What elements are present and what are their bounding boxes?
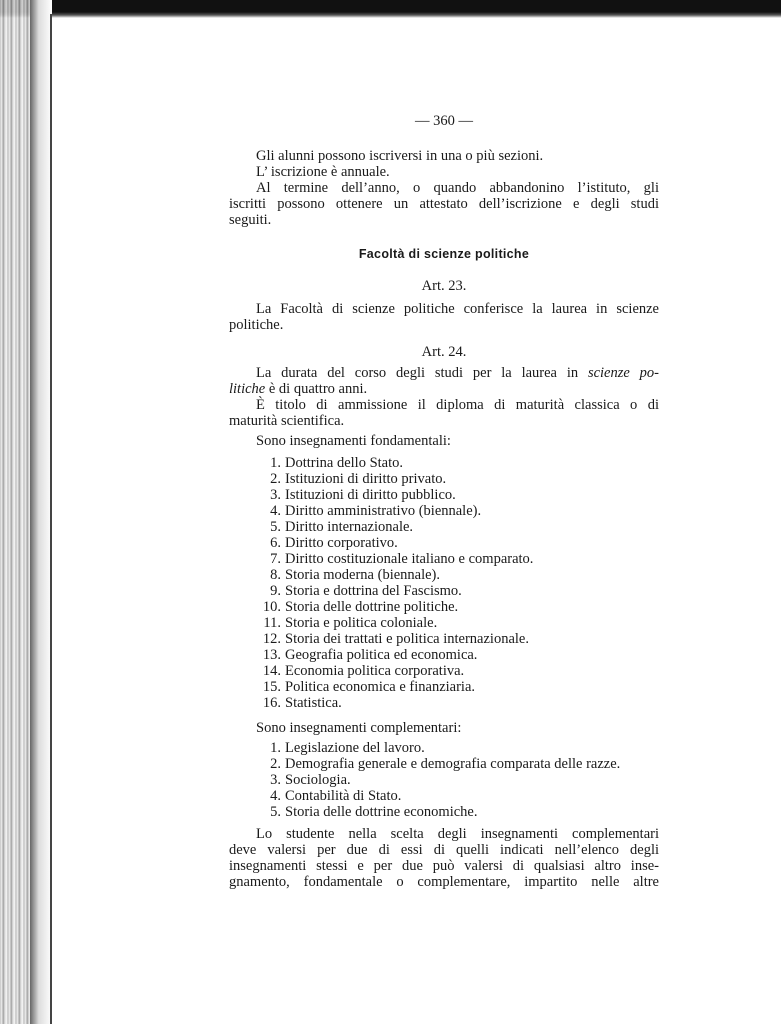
list-item-text: Politica economica e finanziaria. <box>285 679 476 695</box>
list-item <box>229 631 659 647</box>
text: è di quattro anni. <box>265 381 368 397</box>
italic-text: scienze po- <box>587 365 659 381</box>
list-number: 8. <box>270 567 281 583</box>
list-item <box>229 599 659 615</box>
list-item-text: Storia moderna (biennale). <box>285 567 441 583</box>
list-number: 2. <box>270 471 281 487</box>
list-item <box>229 519 659 535</box>
list-item-text: Istituzioni di diritto pubblico. <box>285 487 456 503</box>
final-paragraph <box>229 826 659 890</box>
list-number: 7. <box>270 551 281 567</box>
article-23-text <box>229 301 659 333</box>
list-item-text: Sociologia. <box>285 772 351 788</box>
list-item-text: Diritto costituzionale italiano e comparato. <box>285 551 534 567</box>
text-line: Gli alunni possono iscriversi in una o più sezioni. <box>256 148 544 164</box>
list-item <box>229 695 659 711</box>
list-number: 4. <box>270 788 281 804</box>
list-number: 12. <box>262 631 281 647</box>
list-item <box>229 583 659 599</box>
list-item <box>229 615 659 631</box>
list-item <box>229 663 659 679</box>
list-item-text: Diritto internazionale. <box>285 519 414 535</box>
text-line: deve valersi per due di essi di quelli indicati nell’elenco degli <box>229 842 659 858</box>
italic-text: litiche <box>229 381 266 397</box>
text-line: iscritti possono ottenere un attestato dell’iscrizione e degli studi <box>229 196 659 212</box>
section-heading: Facoltà di scienze politiche <box>358 247 530 261</box>
list-number: 13. <box>262 647 281 663</box>
list-number: 5. <box>270 804 281 820</box>
list-item-text: Demografia generale e demografia comparata delle razze. <box>285 756 621 772</box>
text-line: seguiti. <box>229 212 272 228</box>
list-number: 15. <box>262 679 281 695</box>
list-item <box>229 647 659 663</box>
list-label: Sono insegnamenti fondamentali: <box>256 433 451 449</box>
list-number: 4. <box>270 503 281 519</box>
text-line: L’ iscrizione è annuale. <box>256 164 390 180</box>
list-item <box>229 756 659 772</box>
text-line: maturità scientifica. <box>229 413 345 429</box>
list-number: 16. <box>262 695 281 711</box>
list-item-text: Contabilità di Stato. <box>285 788 402 804</box>
page-edge <box>50 14 52 1024</box>
intro-text <box>229 148 659 228</box>
list-number: 1. <box>270 455 281 471</box>
text-line: insegnamenti stessi e per due può valersi di qualsiasi altro inse- <box>229 858 659 874</box>
list-item <box>229 535 659 551</box>
list-item-text: Storia delle dottrine politiche. <box>285 599 459 615</box>
scan-binding-shadow <box>30 0 52 1024</box>
list-number: 11. <box>263 615 281 631</box>
list-item <box>229 804 659 820</box>
list-label: Sono insegnamenti complementari: <box>256 720 462 736</box>
text-line: Al termine dell’anno, o quando abbandonino l’istituto, gli <box>256 180 659 196</box>
list-item <box>229 455 659 471</box>
list-number: 6. <box>270 535 281 551</box>
list-number: 2. <box>270 756 281 772</box>
list-item-text: Istituzioni di diritto privato. <box>285 471 447 487</box>
text-line <box>229 365 659 381</box>
list-item-text: Storia dei trattati e politica internazionale. <box>285 631 529 647</box>
article-title: Art. 24. <box>421 344 467 360</box>
list-item <box>229 788 659 804</box>
page-number: — 360 — <box>415 113 473 129</box>
list-item-text: Storia e dottrina del Fascismo. <box>285 583 462 599</box>
list-item-text: Diritto amministrativo (biennale). <box>285 503 482 519</box>
list-item <box>229 772 659 788</box>
list-item <box>229 679 659 695</box>
text-line <box>229 381 659 397</box>
list-number: 3. <box>270 487 281 503</box>
complementari-label <box>229 720 659 736</box>
list-number: 9. <box>270 583 281 599</box>
list-item <box>229 551 659 567</box>
list-number: 14. <box>262 663 281 679</box>
scan-top-edge <box>0 0 781 18</box>
list-number: 10. <box>262 599 281 615</box>
list-number: 3. <box>270 772 281 788</box>
list-item-text: Diritto corporativo. <box>285 535 398 551</box>
article-title: Art. 23. <box>421 278 467 294</box>
complementari-list <box>229 740 659 820</box>
text-line: gnamento, fondamentale o complementare, impartito nelle altre <box>229 874 659 890</box>
list-item <box>229 471 659 487</box>
text: La durata del corso degli studi per la laurea in <box>256 365 588 381</box>
list-item <box>229 567 659 583</box>
list-item-text: Geografia politica ed economica. <box>285 647 478 663</box>
list-item <box>229 740 659 756</box>
article-24-text <box>229 365 659 449</box>
list-item-text: Storia delle dottrine economiche. <box>285 804 478 820</box>
list-number: 1. <box>270 740 281 756</box>
list-item-text: Statistica. <box>285 695 342 711</box>
text-line: È titolo di ammissione il diploma di maturità classica o di <box>256 397 659 413</box>
list-item-text: Economia politica corporativa. <box>285 663 465 679</box>
text-line: La Facoltà di scienze politiche conferisce la laurea in scienze <box>256 301 659 317</box>
list-item-text: Storia e politica coloniale. <box>285 615 438 631</box>
text-line: Lo studente nella scelta degli insegnamenti complementari <box>256 826 659 842</box>
fondamentali-list <box>229 455 659 711</box>
list-item <box>229 503 659 519</box>
list-item-text: Legislazione del lavoro. <box>285 740 425 756</box>
text-line: politiche. <box>229 317 284 333</box>
list-number: 5. <box>270 519 281 535</box>
list-item-text: Dottrina dello Stato. <box>285 455 403 471</box>
list-item <box>229 487 659 503</box>
